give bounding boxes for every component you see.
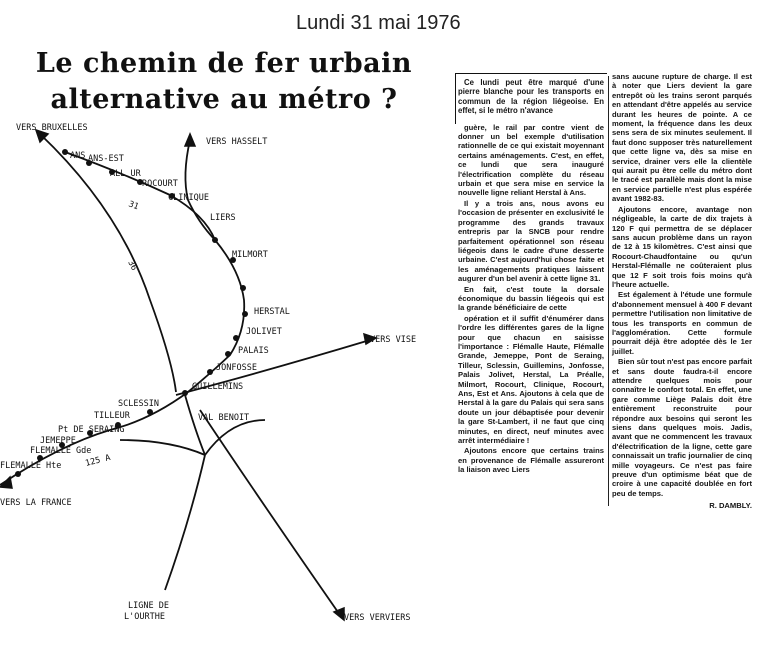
label-line-36: 36 [125, 258, 139, 273]
article-lead: Ce lundi peut être marqué d'une pierre blanche pour les transports en commun de la région liégeoise. En effet, si le métro n'avance [458, 78, 604, 116]
article-column-2 [612, 72, 752, 511]
col2-paragraph-1: sans aucune rupture de charge. Il est à noter que Liers devient la gare entrepôt où les trains seront parqués en attendant d'être appelés au service durant les heures de pointe. A ce moment, la fréquence dans les deux sens sera de six minutes seulement. Il faut donc supposer très naturellement que cette ligne va, dès sa mise en service, drainer vers elle la clientèle qui aurait pu être celle du métro dont le tracé est parallèle mais dont la mise en service partielle n'est plus espérée avant 1982-83. [612, 72, 752, 204]
station-dot-liers [212, 237, 218, 243]
label-herstal: HERSTAL [254, 307, 290, 317]
label-milmort: MILMORT [232, 250, 268, 260]
station-dot-la-preable [240, 285, 246, 291]
label-l-ourthe: L'OURTHE [124, 612, 165, 622]
label-line-125a: 125 A [84, 453, 112, 469]
val-benoit-curve-1 [120, 440, 205, 455]
label-flemalle-gde: FLEMALLE Gde [30, 446, 92, 456]
label-guillemins: GUILLEMINS [192, 382, 244, 392]
label-alleur: ALL UR [110, 169, 141, 179]
railway-map [0, 110, 452, 652]
station-dot-sclessin [147, 409, 153, 415]
direction-arrows [0, 130, 376, 620]
ourthe-track [165, 455, 205, 590]
label-val-benoit: VAL BENOIT [198, 413, 250, 423]
label-vers-bruxelles: VERS BRUXELLES [16, 123, 88, 133]
label-vers-hasselt: VERS HASSELT [206, 137, 268, 147]
station-dot-palais [225, 351, 231, 357]
station-dot-guillemins [182, 390, 188, 396]
label-pt-de-seraing: Pt DE SERAING [58, 425, 125, 435]
val-benoit-curve-3 [205, 420, 265, 455]
label-ans: ANS [70, 151, 86, 161]
station-dot-jolivet [233, 335, 239, 341]
label-rocourt: ROCOURT [142, 179, 178, 189]
label-jonfosse: JONFOSSE [216, 363, 257, 373]
verviers-track [200, 410, 340, 615]
label-ans-est: ANS-EST [88, 154, 124, 164]
arrow-hasselt [185, 134, 195, 146]
col1-paragraph-3: En fait, c'est toute la dorsale économique du bassin liégeois qui est la grande bénéficiaire de cette [458, 284, 604, 313]
station-dot-jonfosse [207, 369, 213, 375]
line-36-track [40, 134, 176, 392]
label-flemalle-hte: FLEMALLE Hte [0, 461, 62, 471]
headline [0, 46, 448, 118]
col2-paragraph-4: Bien sûr tout n'est pas encore parfait et sans doute faudra-t-il encore attendre quelques mois pour connaître le confort total. En effet, une gare comme Liège Palais doit être entièrement reconstruite pour répondre aux besoins qui seront les siens dans quelques mois. Jadis, avant que ne commencent les travaux d'électrification de la ligne, cette gare connaissait un trafic journalier de cinq mille voyageurs. Ce n'est pas faire preuve d'un optimisme béat que de croire à une capacité doublée en fort peu de temps. [612, 357, 752, 498]
col2-paragraph-2: Ajoutons encore, avantage non négligeable, la carte de dix trajets à 120 F qui permettra de se déplacer sans aucun problème dans un rayon de 12 à 15 kilomètres. C'est ainsi que Rocourt-Chaudfontaine ou qu'un Herstal-Flémalle ne coûteraient plus que 12 F soit trois fois moins qu'à l'heure actuelle. [612, 204, 752, 289]
label-liers: LIERS [210, 213, 236, 223]
label-vers-vise: VERS VISE [370, 335, 417, 345]
article-signature: R. DAMBLY. [709, 501, 752, 511]
col2-paragraph-3: Est également à l'étude une formule d'abonnement mensuel à 400 F devant permettre l'utilisation non limitative de tous les transports en commun de l'agglomération. Cette formule pourrait déjà être adoptée dès le 1er juillet. [612, 290, 752, 356]
line-125a-track [0, 392, 188, 485]
hasselt-track [185, 140, 215, 240]
label-ligne-de: LIGNE DE [128, 601, 169, 611]
col1-paragraph-1: guère, le rail par contre vient de donner un bel exemple d'utilisation rationnelle de ce qui existait moyennant certains aménagements. C'est, en effet, ce lundi que sera inauguré l'électrification complète du réseau urbain et que sera mise en service la nouvelle ligne reliant Herstal à Ans. [458, 122, 604, 198]
val-benoit-curve-2 [185, 395, 205, 455]
arrow-france [0, 477, 12, 488]
headline-line-1: Le chemin de fer urbain [35, 48, 413, 79]
rail-lines [0, 134, 370, 615]
station-dot-herstal [242, 311, 248, 317]
station-dots [15, 149, 248, 477]
label-tilleur: TILLEUR [94, 411, 130, 421]
label-vers-verviers: VERS VERVIERS [344, 613, 411, 623]
col1-paragraph-2: Il y a trois ans, nous avons eu l'occasion de présenter en exclusivité le programme des grands travaux entrepris par la SNCB pour rendre parfaitement opérationnel son réseau liégeois dans le cadre d'une desserte urbaine. C'est aujourd'hui chose faite et les aménagements pratiques laissent augurer d'un bel avenir à cette ligne 31. [458, 198, 604, 284]
dateline: Lundi 31 mai 1976 [296, 12, 461, 34]
label-line-31: 31 [126, 199, 141, 213]
headline-line-2: alternative au métro ? [50, 84, 398, 115]
label-jolivet: JOLIVET [246, 327, 282, 337]
col1-paragraph-4: opération et il suffit d'énumérer dans l'ordre les différentes gares de la ligne pour que chacun en saisisse l'importance : Flémalle Haute, Flémalle Grande, Jemeppe, Pont de Seraing, Tilleur, Sclessin, Guillemins, Jonfosse, Palais Jolivet, Herstal, La Préalle, Milmort, Rocourt, Clinique, Rocourt, Ans, Est et Ans. Ajoutons à cela que de Herstal à la gare du Palais qui sera sans doute un jour débaptisée pour devenir la gare St-Lambert, il ne faut que cinq minutes, en direct, neuf minutes avec arrêt intermédiaire ! [458, 313, 604, 446]
station-dot-flemalle-hte [15, 471, 21, 477]
label-sclessin: SCLESSIN [118, 399, 159, 409]
label-palais: PALAIS [238, 346, 269, 356]
article-column-1 [458, 78, 604, 476]
label-clinique: CLINIQUE [168, 193, 209, 203]
label-jemeppe: JEMEPPE [40, 436, 76, 446]
col1-paragraph-5: Ajoutons encore que certains trains en provenance de Flémalle assureront la liaison avec Liers [458, 446, 604, 475]
station-dot-ans [62, 149, 68, 155]
column-divider [608, 76, 609, 506]
label-vers-la-france: VERS LA FRANCE [0, 498, 72, 508]
